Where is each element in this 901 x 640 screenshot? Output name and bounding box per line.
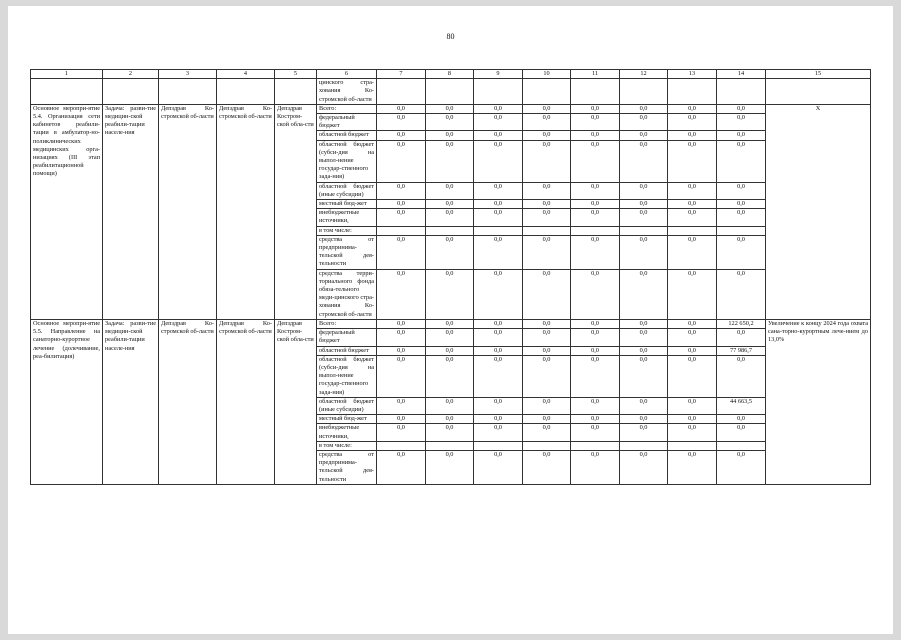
value-cell: 0,0 — [474, 209, 523, 226]
source-cell: средства терри-ториального фонда обяза-тельного меди-цинского стра-хования Ко-стромской об-ласти — [317, 269, 377, 319]
page-number: 80 — [446, 32, 455, 41]
value-cell: 0,0 — [571, 329, 620, 346]
source-cell: в том числе: — [317, 441, 377, 450]
column-header-10: 10 — [523, 70, 571, 79]
empty-cell — [31, 79, 103, 105]
value-cell: 0,0 — [620, 200, 668, 209]
value-cell: 0,0 — [523, 182, 571, 199]
value-cell: 0,0 — [620, 397, 668, 414]
value-cell: 0,0 — [474, 114, 523, 131]
continuation-row — [31, 79, 871, 105]
value-cell: 0,0 — [377, 355, 426, 397]
activity-cell: Основное меропри-ятие 5.5. Направление на санаторно-курортное лечение (долечивание, реа-билитация) — [31, 319, 103, 484]
value-cell — [620, 226, 668, 235]
value-cell — [523, 441, 571, 450]
source-cell: областной бюджет (иные субсидии) — [317, 182, 377, 199]
column-header-14: 14 — [717, 70, 766, 79]
value-cell: 0,0 — [717, 182, 766, 199]
value-cell: 0,0 — [717, 114, 766, 131]
value-cell: 0,0 — [426, 269, 474, 319]
value-cell: 0,0 — [717, 329, 766, 346]
value-cell: 0,0 — [377, 269, 426, 319]
value-cell — [474, 226, 523, 235]
value-cell: 0,0 — [377, 200, 426, 209]
header-row — [31, 70, 871, 79]
recipient-cell: Депздрав Костром-ской обла-сти — [275, 319, 317, 484]
value-cell: 0,0 — [474, 415, 523, 424]
empty-cell — [766, 79, 871, 105]
value-cell: 0,0 — [523, 346, 571, 355]
value-cell: 0,0 — [426, 182, 474, 199]
value-cell: 0,0 — [426, 319, 474, 328]
empty-cell — [103, 79, 159, 105]
value-cell: 122 650,2 — [717, 319, 766, 328]
value-cell: 0,0 — [620, 415, 668, 424]
value-cell: 0,0 — [377, 329, 426, 346]
source-cell: областной бюджет (субси-дия на выпол-нение государ-ственного зада-ния) — [317, 355, 377, 397]
executor-cell: Депздрав Ко-стромской об-ласти — [159, 319, 217, 484]
column-header-2: 2 — [103, 70, 159, 79]
value-cell: 0,0 — [474, 235, 523, 269]
value-cell: 0,0 — [426, 114, 474, 131]
value-cell: 0,0 — [571, 450, 620, 484]
document-page — [8, 6, 893, 634]
value-cell: 0,0 — [620, 346, 668, 355]
value-cell: 0,0 — [426, 346, 474, 355]
value-cell: 0,0 — [571, 131, 620, 140]
value-cell — [377, 226, 426, 235]
value-cell: 0,0 — [474, 104, 523, 113]
value-cell: 0,0 — [474, 355, 523, 397]
value-cell: 0,0 — [474, 140, 523, 182]
value-cell: 0,0 — [523, 269, 571, 319]
value-cell: 0,0 — [377, 346, 426, 355]
value-cell: 0,0 — [620, 424, 668, 441]
value-cell: 0,0 — [620, 131, 668, 140]
value-cell: 0,0 — [377, 114, 426, 131]
value-cell: 0,0 — [571, 319, 620, 328]
value-cell: 0,0 — [571, 235, 620, 269]
value-cell: 0,0 — [717, 450, 766, 484]
column-header-1: 1 — [31, 70, 103, 79]
value-cell — [523, 226, 571, 235]
value-cell: 0,0 — [474, 182, 523, 199]
value-cell: 0,0 — [523, 424, 571, 441]
value-cell: 0,0 — [717, 235, 766, 269]
value-cell: 0,0 — [571, 355, 620, 397]
value-cell: 0,0 — [717, 140, 766, 182]
value-cell: 0,0 — [377, 182, 426, 199]
value-cell — [474, 441, 523, 450]
value-cell: 0,0 — [474, 200, 523, 209]
value-cell — [717, 441, 766, 450]
value-cell: 0,0 — [571, 346, 620, 355]
value-cell: 0,0 — [426, 397, 474, 414]
empty-cell — [426, 79, 474, 105]
column-header-7: 7 — [377, 70, 426, 79]
value-cell: 0,0 — [474, 269, 523, 319]
value-cell: 0,0 — [668, 104, 717, 113]
value-cell: 0,0 — [620, 140, 668, 182]
value-cell: 0,0 — [620, 209, 668, 226]
column-header-3: 3 — [159, 70, 217, 79]
value-cell: 0,0 — [668, 235, 717, 269]
value-cell: 0,0 — [571, 424, 620, 441]
source-cell: средства от предпринима-тельской дея-тельности — [317, 450, 377, 484]
column-header-9: 9 — [474, 70, 523, 79]
coexecutor-cell: Депздрав Ко-стромской об-ласти — [217, 104, 275, 319]
column-header-4: 4 — [217, 70, 275, 79]
empty-cell — [217, 79, 275, 105]
value-cell — [620, 441, 668, 450]
value-cell: 0,0 — [717, 415, 766, 424]
value-cell: 0,0 — [717, 209, 766, 226]
value-cell: 0,0 — [523, 114, 571, 131]
value-cell: 0,0 — [474, 450, 523, 484]
source-cell: местный бюд-жет — [317, 200, 377, 209]
value-cell: 0,0 — [717, 200, 766, 209]
value-cell: 0,0 — [426, 235, 474, 269]
value-cell: 0,0 — [620, 319, 668, 328]
value-cell: 0,0 — [474, 319, 523, 328]
source-cell: цинского стра-хования Ко-стромской об-ласти — [317, 79, 377, 105]
value-cell: 0,0 — [620, 329, 668, 346]
value-cell: 0,0 — [426, 450, 474, 484]
value-cell: 0,0 — [377, 415, 426, 424]
value-cell — [426, 226, 474, 235]
value-cell: 0,0 — [717, 424, 766, 441]
column-header-6: 6 — [317, 70, 377, 79]
empty-cell — [523, 79, 571, 105]
source-cell: местный бюд-жет — [317, 415, 377, 424]
coexecutor-cell: Депздрав Ко-стромской об-ласти — [217, 319, 275, 484]
source-cell: внебюджетные источники, — [317, 209, 377, 226]
source-cell: областной бюджет (иные субсидии) — [317, 397, 377, 414]
value-cell: 0,0 — [571, 104, 620, 113]
source-cell: федеральный бюджет — [317, 329, 377, 346]
value-cell: 0,0 — [474, 397, 523, 414]
value-cell: 0,0 — [426, 104, 474, 113]
program-table — [30, 69, 871, 485]
activity-cell: Основное меропри-ятие 5.4. Организация сети кабинетов реабили-тации в амбулатор-но-поликлинических медицинских орга-низациях (III этап реабилитационной помощи) — [31, 104, 103, 319]
value-cell: 0,0 — [426, 209, 474, 226]
value-cell: 0,0 — [717, 131, 766, 140]
column-header-12: 12 — [620, 70, 668, 79]
column-header-8: 8 — [426, 70, 474, 79]
value-cell: 0,0 — [668, 269, 717, 319]
value-cell: 0,0 — [620, 235, 668, 269]
value-cell: 0,0 — [620, 269, 668, 319]
table-row — [31, 104, 871, 113]
value-cell: 0,0 — [717, 355, 766, 397]
source-cell: Всего: — [317, 104, 377, 113]
value-cell: 0,0 — [377, 424, 426, 441]
value-cell — [377, 441, 426, 450]
value-cell: 0,0 — [571, 140, 620, 182]
value-cell: 0,0 — [377, 450, 426, 484]
table-row — [31, 319, 871, 328]
value-cell — [571, 226, 620, 235]
value-cell: 0,0 — [523, 209, 571, 226]
value-cell: 0,0 — [668, 182, 717, 199]
empty-cell — [275, 79, 317, 105]
value-cell: 0,0 — [571, 209, 620, 226]
value-cell — [571, 441, 620, 450]
value-cell: 0,0 — [668, 131, 717, 140]
empty-cell — [620, 79, 668, 105]
value-cell: 0,0 — [523, 200, 571, 209]
result-cell: Увеличение к концу 2024 года охвата сана-торно-курортным лече-нием до 13,0% — [766, 319, 871, 484]
value-cell: 0,0 — [523, 319, 571, 328]
value-cell: 0,0 — [474, 329, 523, 346]
value-cell: 0,0 — [668, 346, 717, 355]
value-cell: 0,0 — [571, 114, 620, 131]
value-cell: 0,0 — [668, 450, 717, 484]
value-cell: 0,0 — [474, 346, 523, 355]
value-cell: 0,0 — [668, 355, 717, 397]
value-cell: 0,0 — [523, 104, 571, 113]
value-cell: 0,0 — [571, 269, 620, 319]
source-cell: средства от предпринима-тельской дея-тельности — [317, 235, 377, 269]
value-cell: 0,0 — [571, 397, 620, 414]
value-cell: 0,0 — [523, 450, 571, 484]
value-cell: 0,0 — [668, 140, 717, 182]
source-cell: областной бюджет — [317, 131, 377, 140]
value-cell: 0,0 — [668, 329, 717, 346]
column-header-13: 13 — [668, 70, 717, 79]
value-cell: 0,0 — [668, 319, 717, 328]
value-cell: 0,0 — [717, 104, 766, 113]
value-cell: 0,0 — [377, 397, 426, 414]
value-cell: 0,0 — [620, 355, 668, 397]
value-cell: 0,0 — [377, 140, 426, 182]
empty-cell — [571, 79, 620, 105]
value-cell: 0,0 — [426, 140, 474, 182]
value-cell: 0,0 — [620, 104, 668, 113]
value-cell: 0,0 — [474, 131, 523, 140]
executor-cell: Депздрав Ко-стромской об-ласти — [159, 104, 217, 319]
value-cell: 0,0 — [523, 131, 571, 140]
value-cell: 0,0 — [668, 114, 717, 131]
value-cell: 0,0 — [474, 424, 523, 441]
value-cell: 0,0 — [523, 415, 571, 424]
source-cell: в том числе: — [317, 226, 377, 235]
value-cell: 77 986,7 — [717, 346, 766, 355]
empty-cell — [377, 79, 426, 105]
source-cell: федеральный бюджет — [317, 114, 377, 131]
value-cell: 44 663,5 — [717, 397, 766, 414]
value-cell: 0,0 — [523, 329, 571, 346]
value-cell: 0,0 — [571, 200, 620, 209]
value-cell: 0,0 — [668, 209, 717, 226]
source-cell: областной бюджет (субси-дия на выпол-нение государ-ственного зада-ния) — [317, 140, 377, 182]
value-cell: 0,0 — [426, 200, 474, 209]
value-cell: 0,0 — [523, 235, 571, 269]
value-cell — [717, 226, 766, 235]
recipient-cell: Депздрав Костром-ской обла-сти — [275, 104, 317, 319]
source-cell: областной бюджет — [317, 346, 377, 355]
empty-cell — [717, 79, 766, 105]
column-header-11: 11 — [571, 70, 620, 79]
value-cell — [668, 226, 717, 235]
value-cell: 0,0 — [668, 415, 717, 424]
value-cell: 0,0 — [426, 329, 474, 346]
value-cell: 0,0 — [377, 131, 426, 140]
value-cell: 0,0 — [571, 415, 620, 424]
value-cell: 0,0 — [717, 269, 766, 319]
value-cell: 0,0 — [377, 209, 426, 226]
task-cell: Задача: разви-тие медицин-ской реабили-тации населе-ния — [103, 319, 159, 484]
value-cell: 0,0 — [377, 235, 426, 269]
value-cell: 0,0 — [523, 397, 571, 414]
value-cell: 0,0 — [377, 319, 426, 328]
value-cell: 0,0 — [668, 397, 717, 414]
value-cell: 0,0 — [426, 424, 474, 441]
value-cell: 0,0 — [668, 200, 717, 209]
value-cell: 0,0 — [523, 355, 571, 397]
value-cell: 0,0 — [426, 131, 474, 140]
value-cell: 0,0 — [426, 355, 474, 397]
task-cell: Задача: разви-тие медицин-ской реабили-тации населе-ния — [103, 104, 159, 319]
empty-cell — [668, 79, 717, 105]
column-header-5: 5 — [275, 70, 317, 79]
value-cell: 0,0 — [668, 424, 717, 441]
value-cell: 0,0 — [620, 182, 668, 199]
result-cell: X — [766, 104, 871, 319]
value-cell: 0,0 — [571, 182, 620, 199]
empty-cell — [159, 79, 217, 105]
value-cell — [426, 441, 474, 450]
value-cell: 0,0 — [620, 114, 668, 131]
value-cell: 0,0 — [620, 450, 668, 484]
column-header-15: 15 — [766, 70, 871, 79]
source-cell: Всего: — [317, 319, 377, 328]
value-cell — [668, 441, 717, 450]
source-cell: внебюджетные источники, — [317, 424, 377, 441]
value-cell: 0,0 — [426, 415, 474, 424]
value-cell: 0,0 — [523, 140, 571, 182]
value-cell: 0,0 — [377, 104, 426, 113]
empty-cell — [474, 79, 523, 105]
